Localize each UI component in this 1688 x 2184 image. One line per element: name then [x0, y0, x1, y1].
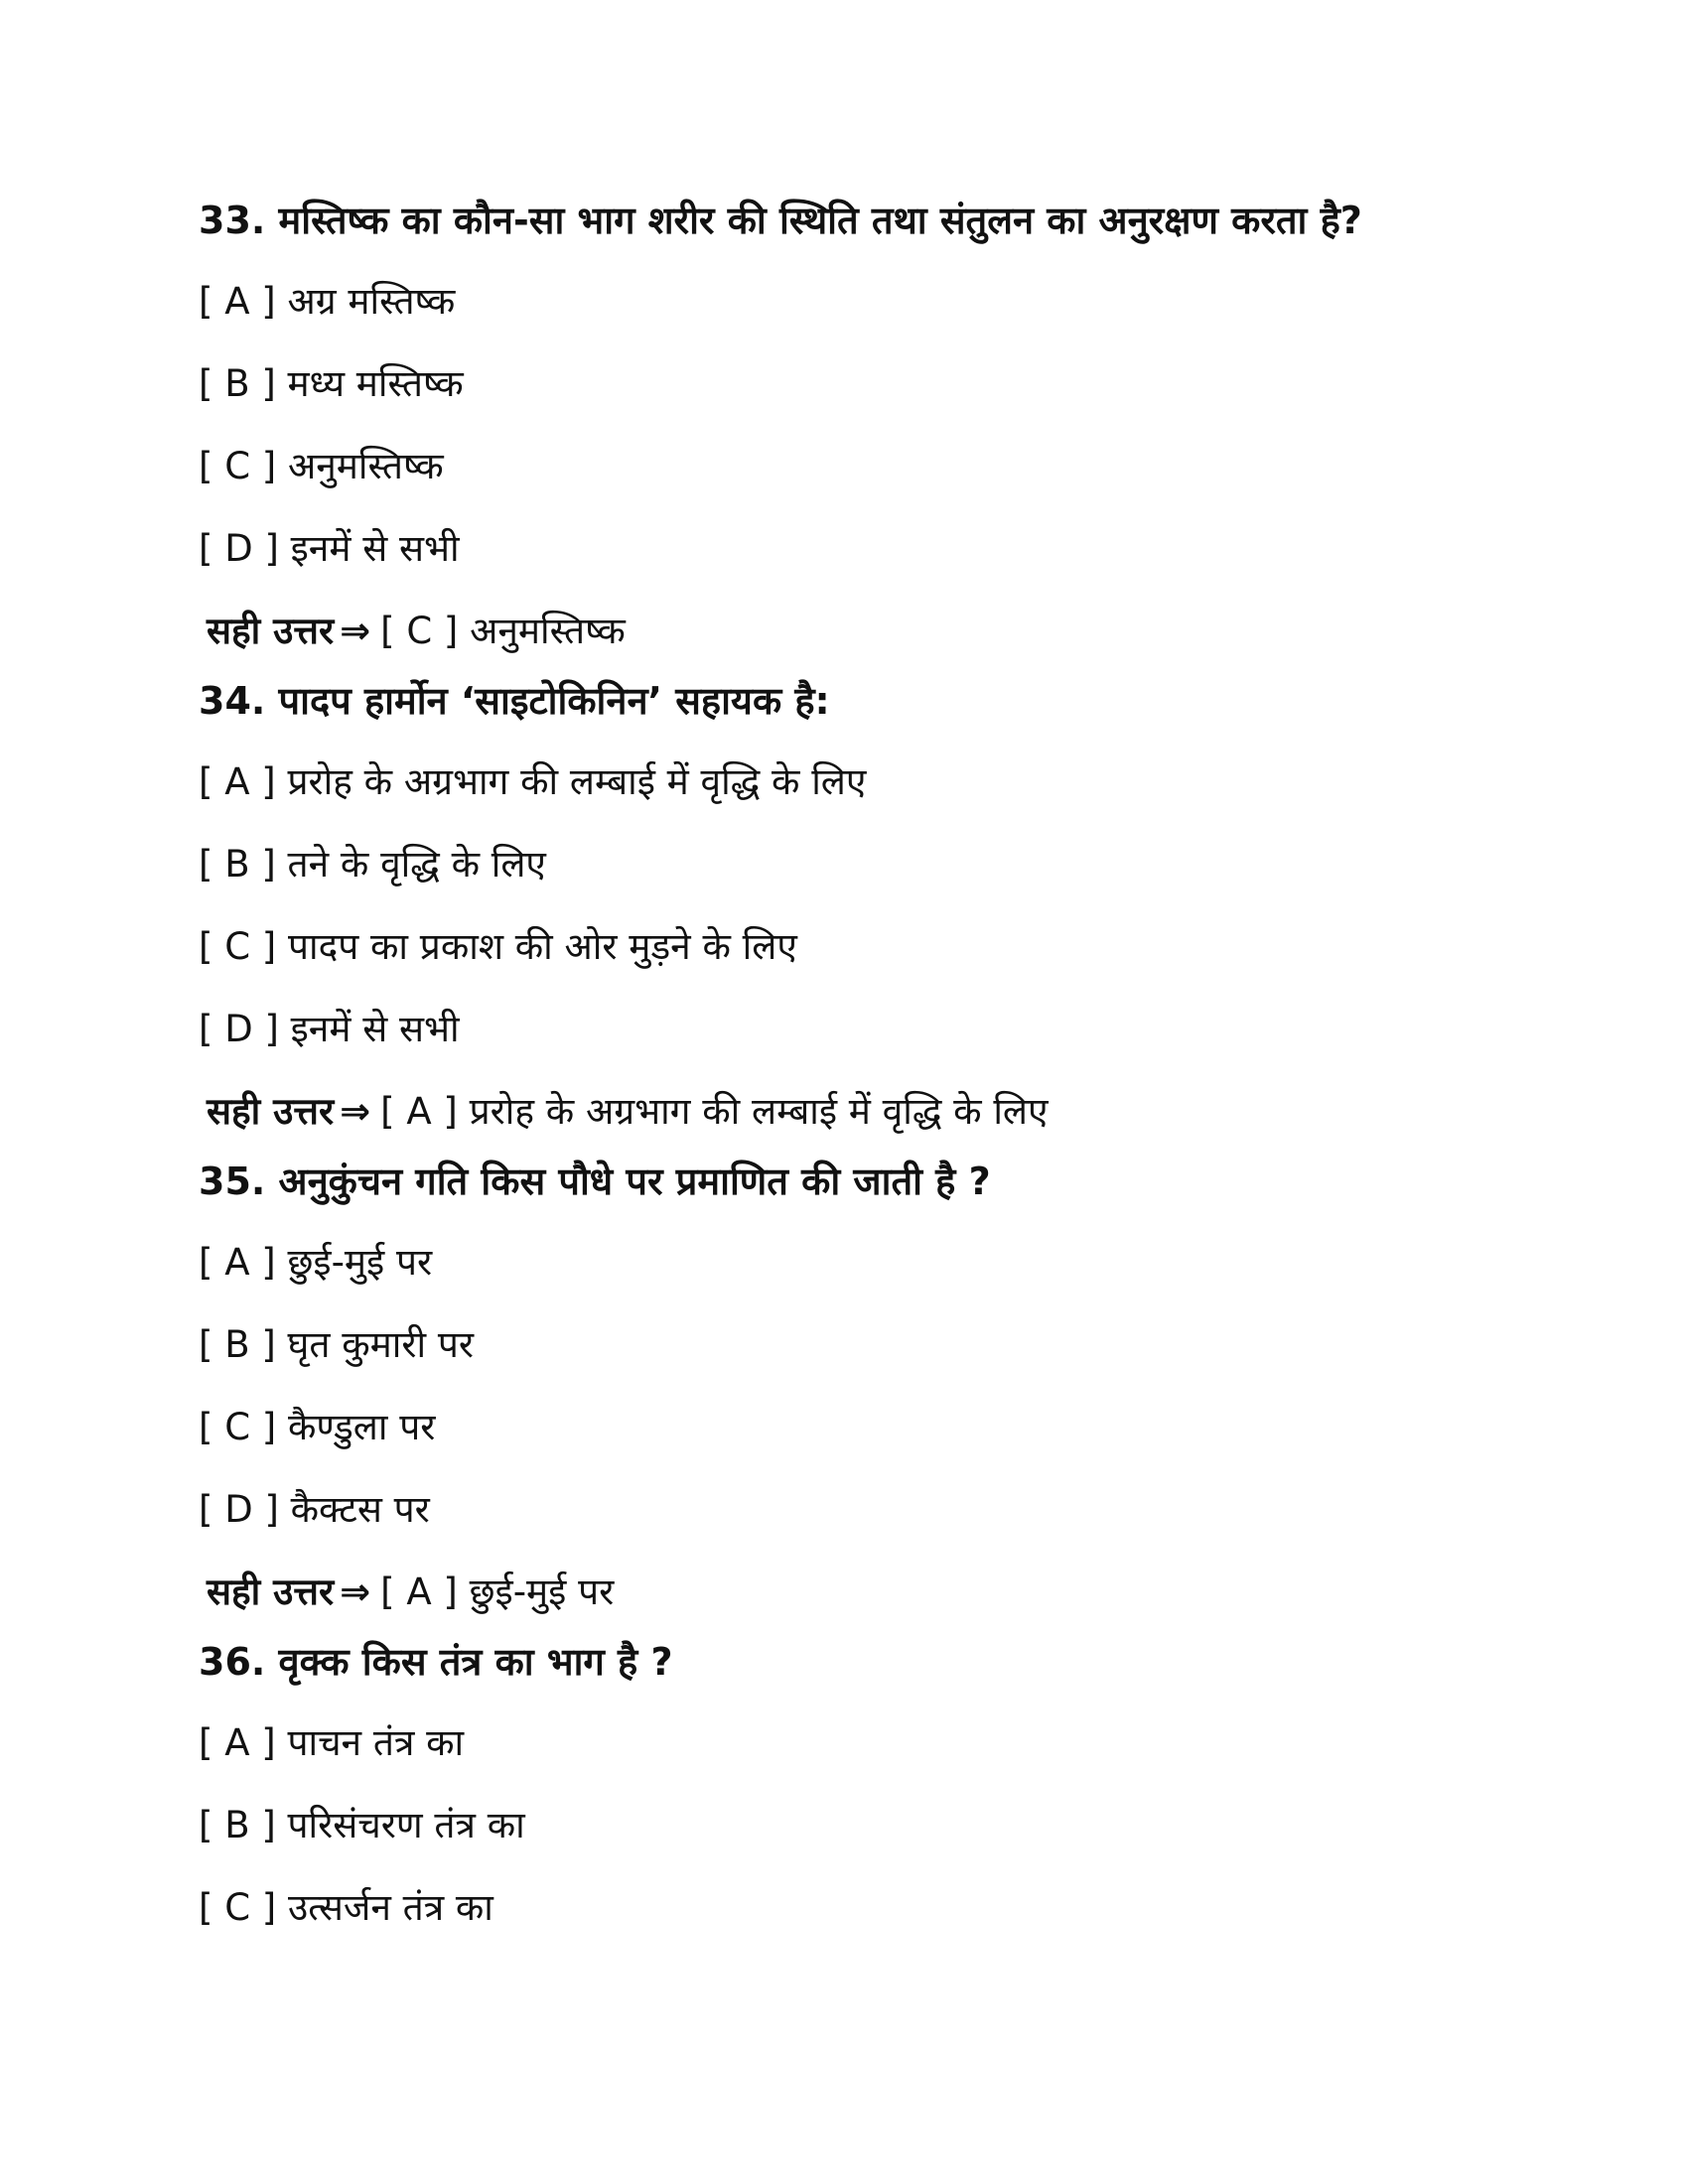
question-title-33: 33. मस्तिष्क का कौन-सा भाग शरीर की स्थिति तथा संतुलन का अनुरक्षण करता है?	[199, 199, 1362, 242]
option-a: [ A ] प्ररोह के अग्रभाग की लम्बाई में वृद्धि के लिए	[199, 760, 867, 803]
answer-label: सही उत्तर	[207, 610, 335, 652]
option-b: [ B ] घृत कुमारी पर	[199, 1323, 475, 1366]
option-d: [ D ] इनमें से सभी	[199, 527, 460, 570]
answer-text: [ A ] प्ररोह के अग्रभाग की लम्बाई में वृद्धि के लिए	[380, 1090, 1049, 1133]
correct-answer	[207, 1088, 1636, 1136]
question-title-35: 35. अनुकुंचन गति किस पौधे पर प्रमाणित की जाती है ?	[199, 1160, 991, 1203]
option-c: [ C ] पादप का प्रकाश की ओर मुड़ने के लिए	[199, 925, 797, 968]
answer-label: सही उत्तर	[207, 1090, 335, 1133]
option-a: [ A ] पाचन तंत्र का	[199, 1721, 465, 1764]
answer-arrow-icon: ⇒	[340, 610, 371, 652]
option-d: [ D ] इनमें से सभी	[199, 1008, 460, 1050]
answer-arrow-icon: ⇒	[340, 1090, 371, 1133]
question-title-36: 36. वृक्क किस तंत्र का भाग है ?	[199, 1640, 673, 1684]
answer-label: सही उत्तर	[207, 1570, 335, 1613]
option-b: [ B ] परिसंचरण तंत्र का	[199, 1804, 525, 1846]
option-a: [ A ] अग्र मस्तिष्क	[199, 280, 456, 323]
option-b: [ B ] मध्य मस्तिष्क	[199, 362, 464, 405]
option-c: [ C ] उत्सर्जन तंत्र का	[199, 1886, 493, 1929]
option-a: [ A ] छुई-मुई पर	[199, 1241, 433, 1284]
option-b: [ B ] तने के वृद्धि के लिए	[199, 843, 546, 886]
question-title-34: 34. पादप हार्मोन ‘साइटोकिनिन’ सहायक है:	[199, 679, 830, 723]
option-c: [ C ] अनुमस्तिष्क	[199, 445, 444, 487]
option-c: [ C ] कैण्डुला पर	[199, 1406, 436, 1448]
answer-arrow-icon: ⇒	[340, 1570, 371, 1613]
correct-answer	[207, 1569, 1636, 1616]
correct-answer	[207, 608, 1636, 655]
option-d: [ D ] कैक्टस पर	[199, 1488, 430, 1531]
answer-text: [ C ] अनुमस्तिष्क	[380, 610, 626, 652]
answer-text: [ A ] छुई-मुई पर	[380, 1570, 615, 1613]
